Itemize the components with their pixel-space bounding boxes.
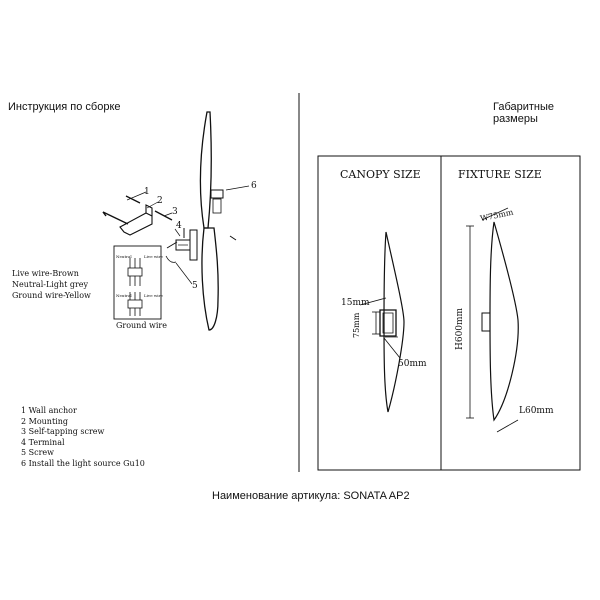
inset-label-neutral-2: Neutral <box>116 293 132 298</box>
inset-label-neutral: Neutral <box>116 254 132 259</box>
fixture-dim-w75mm: W75mm <box>479 207 515 224</box>
part-item: 2 Mounting <box>21 416 68 426</box>
callout-5: 5 <box>192 281 198 291</box>
wire-ground: Ground wire-Yellow <box>12 291 91 300</box>
part-item: 5 Screw <box>21 448 54 458</box>
part-item: 6 Install the light source Gu10 <box>21 458 145 468</box>
inset-label-live: Live wire <box>144 254 163 259</box>
canopy-dim-50mm: 50mm <box>398 359 427 369</box>
mounting-bracket-icon <box>120 205 152 235</box>
callout-4: 4 <box>176 221 182 231</box>
fixture-body-icon <box>190 112 236 330</box>
article-name: Наименование артикула: SONATA AP2 <box>212 490 410 502</box>
part-item: 4 Terminal <box>21 437 65 447</box>
canopy-drawing <box>360 232 404 412</box>
canopy-dim-75mm: 75mm <box>352 312 361 338</box>
wire-neutral: Neutral-Light grey <box>12 280 89 289</box>
fixture-dim-h600mm: H600mm <box>455 307 465 350</box>
canopy-size-title: CANOPY SIZE <box>340 168 421 181</box>
callout-1: 1 <box>144 187 150 197</box>
inset-label-live-2: Live wire <box>144 293 163 298</box>
fixture-dim-l60mm: L60mm <box>519 406 554 416</box>
callout-6: 6 <box>251 181 257 191</box>
ground-wire-caption: Ground wire <box>116 321 167 330</box>
assembly-title: Инструкция по сборке <box>8 101 121 113</box>
fixture-drawing <box>466 208 518 432</box>
parts-list <box>21 406 145 470</box>
wire-legend <box>12 268 91 301</box>
part-item: 3 Self-tapping screw <box>21 427 105 437</box>
screw-icon <box>126 196 172 220</box>
callout-3: 3 <box>172 207 178 217</box>
fixture-size-title: FIXTURE SIZE <box>458 168 542 181</box>
wall-anchor-icon <box>103 212 128 224</box>
canopy-dim-15mm: 15mm <box>341 298 370 308</box>
part-item: 1 Wall anchor <box>21 406 77 415</box>
wire-live: Live wire-Brown <box>12 269 79 278</box>
dimensions-title: Габаритные размеры <box>493 101 555 125</box>
callout-2: 2 <box>157 196 163 206</box>
